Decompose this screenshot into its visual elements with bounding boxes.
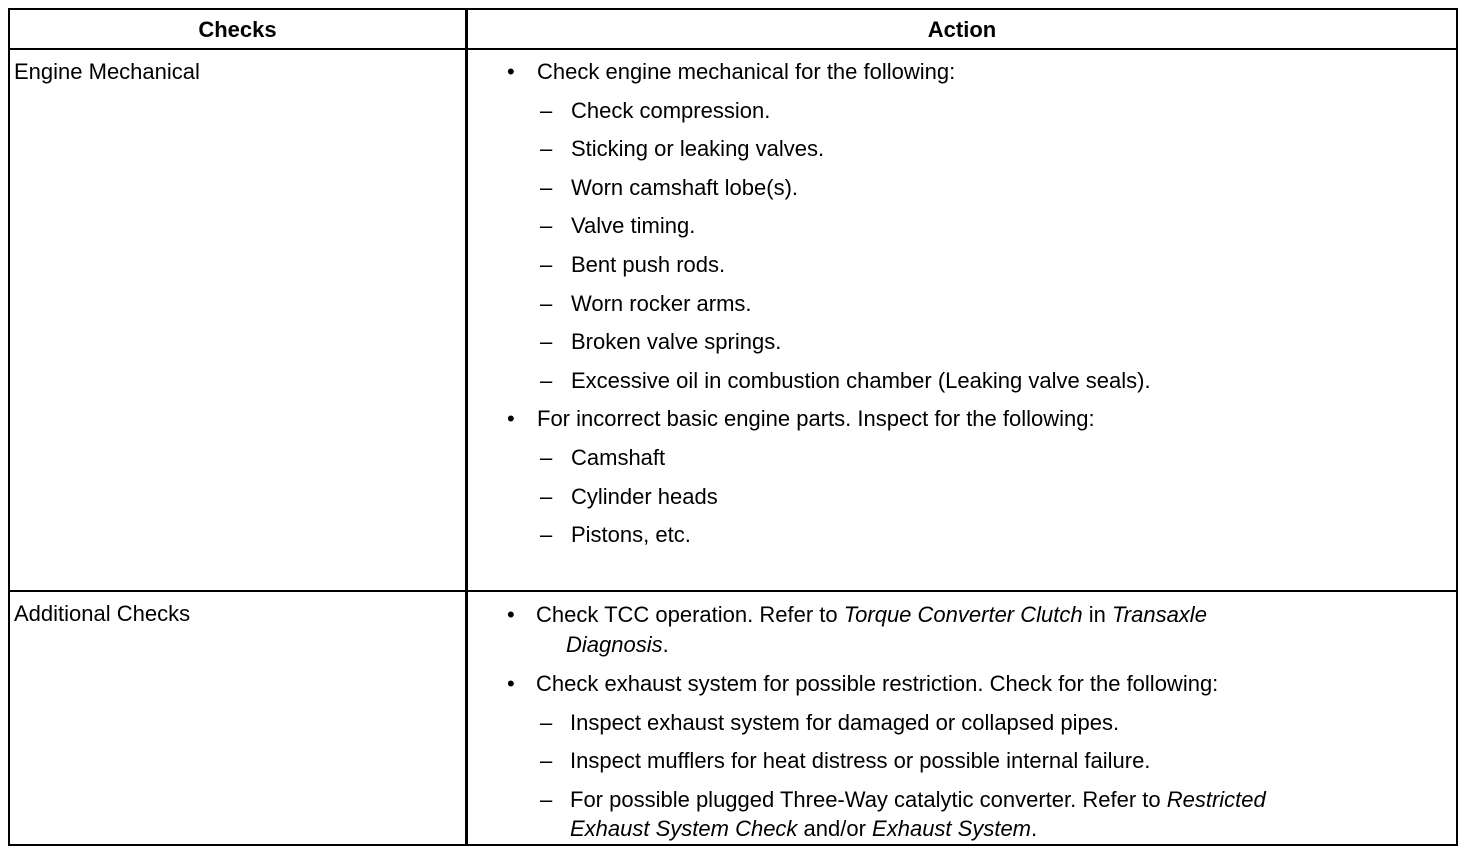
action-item-tcc-cont: Diagnosis. [566,632,669,657]
dash-marker: – [540,522,553,547]
dash-marker: – [540,484,553,509]
action-subitem: Check compression. [571,98,771,123]
check-engine-mechanical: Engine Mechanical [14,59,200,84]
dash-marker: – [540,136,553,161]
action-subitem: Camshaft [571,445,666,470]
dash-marker: – [540,98,553,123]
bullet-marker: • [507,406,515,431]
action-subitem: Pistons, etc. [571,522,691,547]
bullet-marker: • [507,59,515,84]
dash-marker: – [540,213,553,238]
check-additional: Additional Checks [14,601,191,626]
dash-marker: – [540,748,553,773]
action-subitem: Inspect mufflers for heat distress or possible internal failure. [570,748,1151,773]
action-item-tcc: Check TCC operation. Refer to Torque Converter Clutch in Transaxle [536,602,1207,627]
header-checks: Checks [198,17,277,42]
action-subitem-catalytic: For possible plugged Three-Way catalytic converter. Refer to Restricted [570,787,1266,812]
action-item: For incorrect basic engine parts. Inspect for the following: [537,406,1095,431]
dash-marker: – [540,710,553,735]
dash-marker: – [540,329,553,354]
action-item-exhaust: Check exhaust system for possible restriction. Check for the following: [536,671,1219,696]
dash-marker: – [540,445,553,470]
action-subitem: Worn rocker arms. [571,291,752,316]
header-action: Action [927,17,997,42]
dash-marker: – [540,252,553,277]
header-divider [10,48,1456,50]
action-subitem-catalytic-cont: Exhaust System Check and/or Exhaust System. [570,816,1038,841]
action-subitem: Cylinder heads [571,484,718,509]
action-subitem: Excessive oil in combustion chamber (Leaking valve seals). [571,368,1151,393]
column-divider [465,10,468,844]
bullet-marker: • [507,671,515,696]
action-subitem: Valve timing. [571,213,696,238]
dash-marker: – [540,368,553,393]
action-item: Check engine mechanical for the following: [537,59,956,84]
row-divider [10,590,1456,592]
checks-table [8,8,1458,846]
action-subitem: Broken valve springs. [571,329,782,354]
bullet-marker: • [507,602,515,627]
dash-marker: – [540,175,553,200]
action-subitem: Sticking or leaking valves. [571,136,825,161]
dash-marker: – [540,291,553,316]
dash-marker: – [540,787,553,812]
action-subitem: Inspect exhaust system for damaged or collapsed pipes. [570,710,1120,735]
action-subitem: Worn camshaft lobe(s). [571,175,799,200]
action-subitem: Bent push rods. [571,252,726,277]
